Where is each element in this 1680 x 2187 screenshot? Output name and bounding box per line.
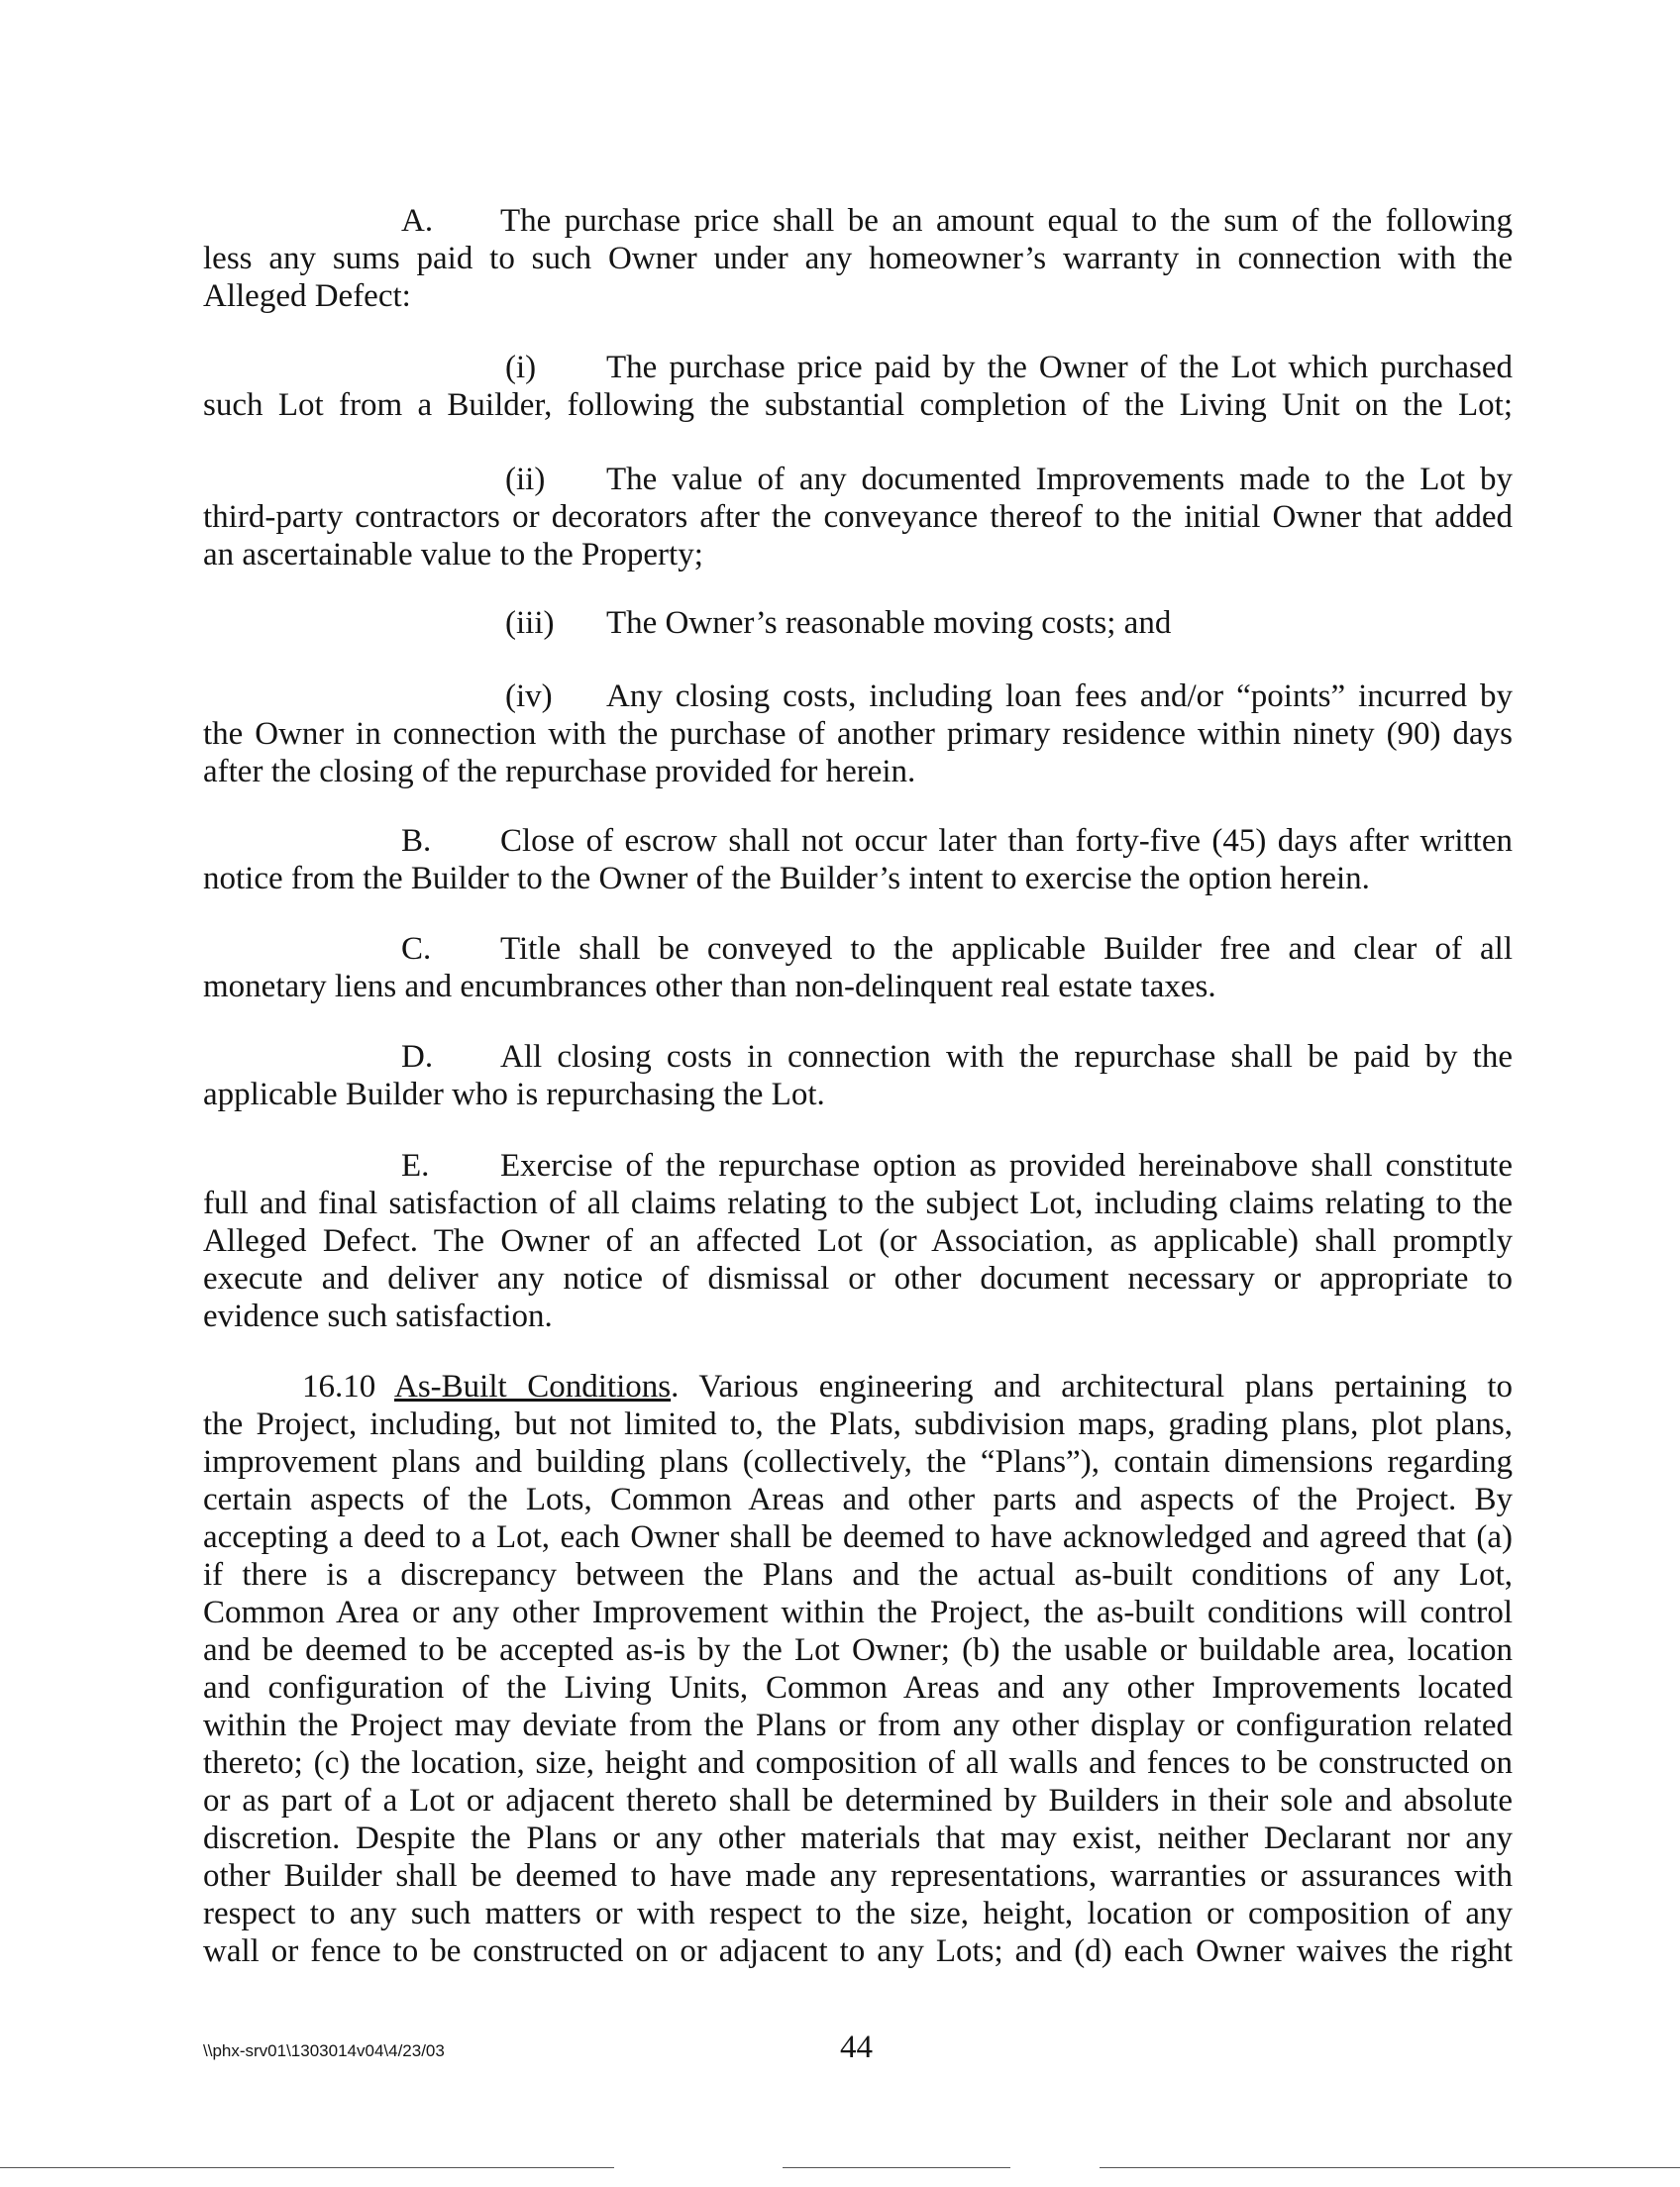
scan-edge-line xyxy=(783,2167,1010,2168)
item-label: (iv) xyxy=(505,678,553,714)
subparagraph-ii: (ii) The value of any documented Improvements made to the Lot by third-party contractors or decorators after the conveyance thereof to the initial Owner that added an ascertainable value to the Property; xyxy=(203,462,1513,573)
subparagraph-iv: (iv) Any closing costs, including loan fees and/or “points” incurred by the Owner in connection with the purchase of another primary residence within ninety (90) days after the closing of the repurchase provided for herein. xyxy=(203,678,1513,789)
item-label: A. xyxy=(401,203,434,239)
item-label: C. xyxy=(401,931,432,967)
item-label: B. xyxy=(401,823,432,859)
paragraph-e: E. Exercise of the repurchase option as provided hereinabove shall constitute full and final satisfaction of all claims relating to the subject Lot, including claims relating to the Alleged Defect. The Owner of an affected Lot (or Association, as applicable) shall promptly execute and deliver any notice of dismissal or other document necessary or appropriate to evidence such satisfaction. xyxy=(203,1148,1513,1334)
section-heading: As-Built Conditions xyxy=(394,1369,672,1405)
page-number: 44 xyxy=(840,2030,873,2065)
scan-edge-line xyxy=(0,2167,614,2168)
paragraph-d: D. All closing costs in connection with the repurchase shall be paid by the applicable Builder who is repurchasing the Lot. xyxy=(203,1039,1513,1112)
item-label: (iii) xyxy=(505,605,555,641)
paragraph-b: B. Close of escrow shall not occur later than forty-five (45) days after written notice from the Builder to the Owner of the Builder’s intent to exercise the option herein. xyxy=(203,823,1513,896)
item-label: D. xyxy=(401,1039,434,1075)
paragraph-c: C. Title shall be conveyed to the applicable Builder free and clear of all monetary liens and encumbrances other than non-delinquent real estate taxes. xyxy=(203,931,1513,1004)
paragraph-a: A. The purchase price shall be an amount equal to the sum of the following less any sums paid to such Owner under any homeowner’s warranty in connection with the Alleged Defect: xyxy=(203,203,1513,314)
document-id: \\phx-srv01\1303014v04\4/23/03 xyxy=(203,2041,445,2060)
section-16-10: 16.10 As-Built Conditions. Various engineering and architectural plans pertaining to the Project, including, but not limited to, the Plats, subdivision maps, grading plans, plot plans, improvement plans and building plans (collectively, the “Plans”), contain dimensions regarding certain aspects of the Lots, Common Areas and other parts and aspects of the Project. By accepting a deed to a Lot, each Owner shall be deemed to have acknowledged and agreed that (a) if there is a discrepancy between the Plans and the actual as-built conditions of any Lot, Common Area or any other Improvement within the Project, the as-built conditions will control and be deemed to be accepted as-is by the Lot Owner; (b) the usable or buildable area, location and configuration of the Living Units, Common Areas and any other Improvements located within the Project may deviate from the Plans or from any other display or configuration related thereto; (c) the location, size, height and composition of all walls and fences to be constructed on or as part of a Lot or adjacent thereto shall be determined by Builders in their sole and absolute discretion. Despite the Plans or any other materials that may exist, neither Declarant nor any other Builder shall be deemed to have made any representations, warranties or assurances with respect to any such matters or with respect to the size, height, location or composition of any wall or fence to be constructed on or adjacent to any Lots; and (d) each Owner waives the right xyxy=(203,1369,1513,1969)
subparagraph-i: (i) The purchase price paid by the Owner of the Lot which purchased such Lot from a Builder, following the substantial completion of the Living Unit on the Lot; xyxy=(203,350,1513,423)
section-number: 16.10 xyxy=(302,1369,376,1405)
item-label: (i) xyxy=(505,350,537,385)
item-label: (ii) xyxy=(505,462,546,497)
subparagraph-iii: (iii) The Owner’s reasonable moving costs; and xyxy=(505,605,1172,641)
item-label: E. xyxy=(401,1148,430,1184)
scan-edge-line xyxy=(1100,2167,1680,2168)
